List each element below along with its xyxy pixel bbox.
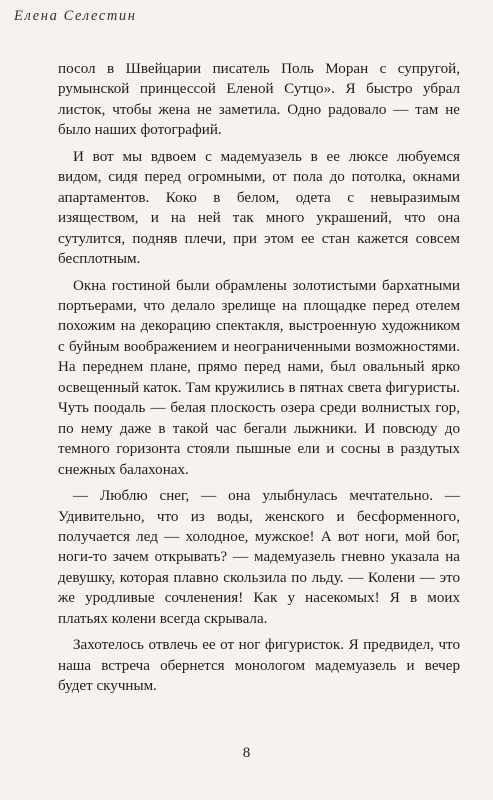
paragraph-2: И вот мы вдвоем с мадемуазель в ее люксе любуемся видом, сидя перед огромными, от пола до потолка, окнами апартаментов. Коко в белом, одета с невыразимым изяществом, и на ней так много украшений, что она сутулится, подняв плечи, при этом ее стан кажется совсем бесплотным. [58, 148, 460, 268]
paragraph-4: — Люблю снег, — она улыбнулась мечтательно. — Удивительно, что из воды, женского и бесформенного, получается лед — холодное, мужское! А вот ноги, мой бог, ноги-то зачем открывать? — мадемуазель гневно указала на девушку, которая плавно скользила по льду. — Колени — это же уродливые сочленения! Как у насекомых! Я в моих платьях колени всегда скрывала. [58, 488, 460, 627]
paragraph-5: Захотелось отвлечь ее от ног фигуристок. Я предвидел, что наша встреча обернется монологом мадемуазель и вечер будет скучным. [58, 637, 460, 695]
page-number: 8 [242, 745, 251, 761]
running-head: Елена Селестин [14, 8, 137, 24]
body-text [58, 59, 460, 697]
paragraph-1: посол в Швейцарии писатель Поль Моран с супругой, румынской принцессой Еленой Сутцо». Я быстро убрал листок, чтобы жена не заметила. Одно радовало — там не было наших фотографий. [58, 61, 460, 139]
paragraph-3: Окна гостиной были обрамлены золотистыми бархатными портьерами, что делало зрелище на площадке перед отелем похожим на декорацию спектакля, выстроенную художником с буйным воображением и неограниченными возможностями. На переднем плане, прямо перед нами, был овальный ярко освещенный каток. Там кружились в пятнах света фигуристы. Чуть поодаль — белая плоскость озера среди волнистых гор, по нему даже в такой час бегали лыжники. И повсюду до темного горизонта стояли пышные ели и сосны в раздутых снежных балахонах. [58, 277, 460, 478]
